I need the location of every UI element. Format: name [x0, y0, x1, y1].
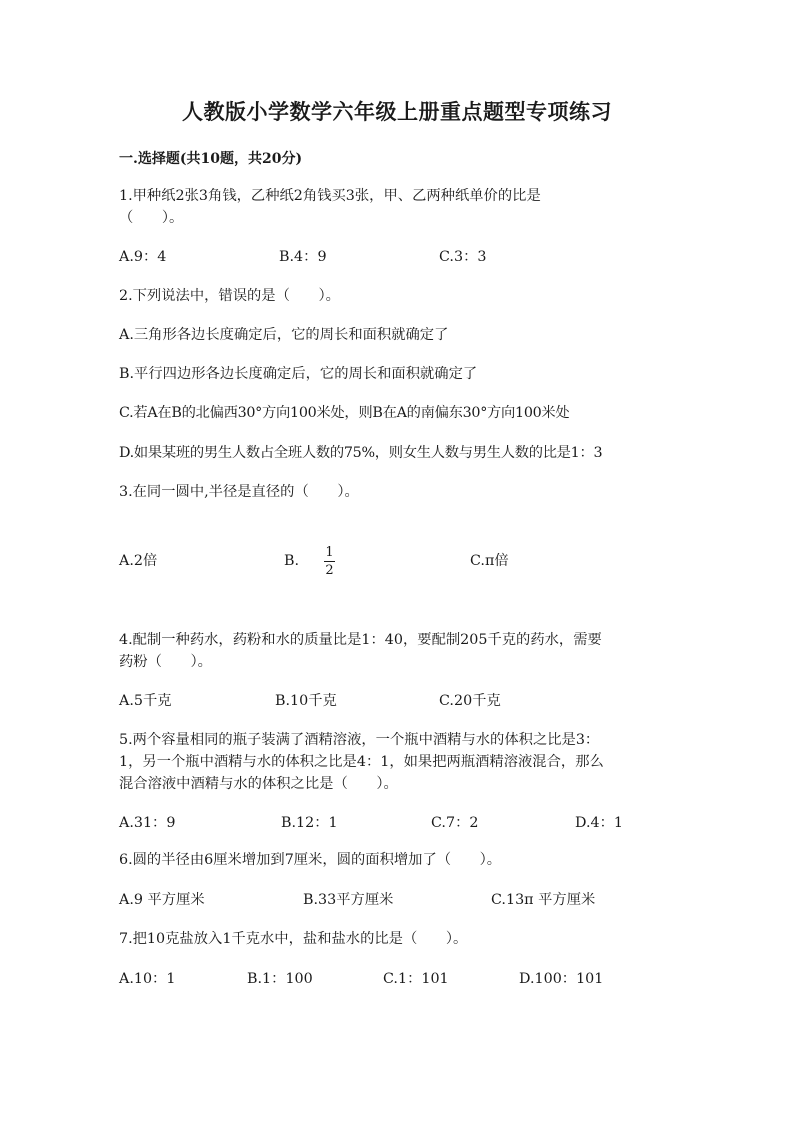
question-1-option-c[interactable]: C.3：3: [439, 249, 487, 265]
question-2-stem: 2.下列说法中，错误的是（ ）。: [119, 288, 340, 304]
question-3-option-c[interactable]: C.π倍: [470, 553, 509, 569]
question-7-option-d[interactable]: D.100：101: [519, 971, 604, 987]
question-5-stem-line2: 1，另一个瓶中酒精与水的体积之比是4：1，如果把两瓶酒精溶液混合，那么: [119, 754, 604, 770]
question-4-stem-line1: 4.配制一种药水，药粉和水的质量比是1：40，要配制205千克的药水，需要: [119, 632, 602, 648]
question-6-option-b[interactable]: B.33平方厘米: [303, 892, 394, 908]
question-2-option-d[interactable]: D.如果某班的男生人数占全班人数的75%，则女生人数与男生人数的比是1：3: [119, 445, 603, 461]
question-3-option-b[interactable]: B.: [284, 553, 300, 569]
question-3-option-a[interactable]: A.2倍: [119, 553, 158, 569]
question-6-option-a[interactable]: A.9 平方厘米: [119, 892, 205, 908]
question-5-stem-line1: 5.两个容量相同的瓶子装满了酒精溶液，一个瓶中酒精与水的体积之比是3：: [119, 732, 600, 748]
question-1-option-b[interactable]: B.4：9: [279, 249, 327, 265]
question-2-option-c[interactable]: C.若A在B的北偏西30°方向100米处，则B在A的南偏东30°方向100米处: [119, 405, 570, 421]
question-2-option-a[interactable]: A.三角形各边长度确定后，它的周长和面积就确定了: [119, 327, 449, 343]
question-6-stem: 6.圆的半径由6厘米增加到7厘米，圆的面积增加了（ ）。: [119, 852, 502, 868]
question-5-option-b[interactable]: B.12：1: [281, 815, 338, 831]
question-5-stem-line3: 混合溶液中酒精与水的体积之比是（ ）。: [119, 776, 398, 792]
question-1-stem-line2: （ ）。: [119, 210, 184, 226]
question-1-option-a[interactable]: A.9：4: [119, 249, 167, 265]
fraction-bar: [324, 561, 335, 562]
question-2-option-b[interactable]: B.平行四边形各边长度确定后，它的周长和面积就确定了: [119, 366, 478, 382]
question-7-option-b[interactable]: B.1：100: [247, 971, 313, 987]
question-3-stem: 3.在同一圆中,半径是直径的（ ）。: [119, 484, 359, 500]
question-6-option-c[interactable]: C.13π 平方厘米: [491, 892, 596, 908]
fraction-numerator: 1: [325, 545, 334, 560]
section-heading: 一.选择题(共10题，共20分): [119, 151, 303, 167]
question-4-option-a[interactable]: A.5千克: [119, 693, 172, 709]
page-title: 人教版小学数学六年级上册重点题型专项练习: [182, 99, 612, 124]
question-7-option-a[interactable]: A.10：1: [119, 971, 176, 987]
question-4-stem-line2: 药粉（ ）。: [119, 654, 212, 670]
question-3-fraction-half: [324, 545, 335, 578]
question-5-option-d[interactable]: D.4：1: [575, 815, 623, 831]
question-7-option-c[interactable]: C.1：101: [383, 971, 449, 987]
question-7-stem: 7.把10克盐放入1千克水中，盐和盐水的比是（ ）。: [119, 931, 468, 947]
question-4-option-b[interactable]: B.10千克: [275, 693, 337, 709]
question-4-option-c[interactable]: C.20千克: [439, 693, 501, 709]
fraction-denominator: 2: [325, 563, 334, 578]
question-1-stem-line1: 1.甲种纸2张3角钱，乙种纸2角钱买3张，甲、乙两种纸单价的比是: [119, 188, 541, 204]
question-5-option-c[interactable]: C.7：2: [431, 815, 479, 831]
question-5-option-a[interactable]: A.31：9: [119, 815, 176, 831]
